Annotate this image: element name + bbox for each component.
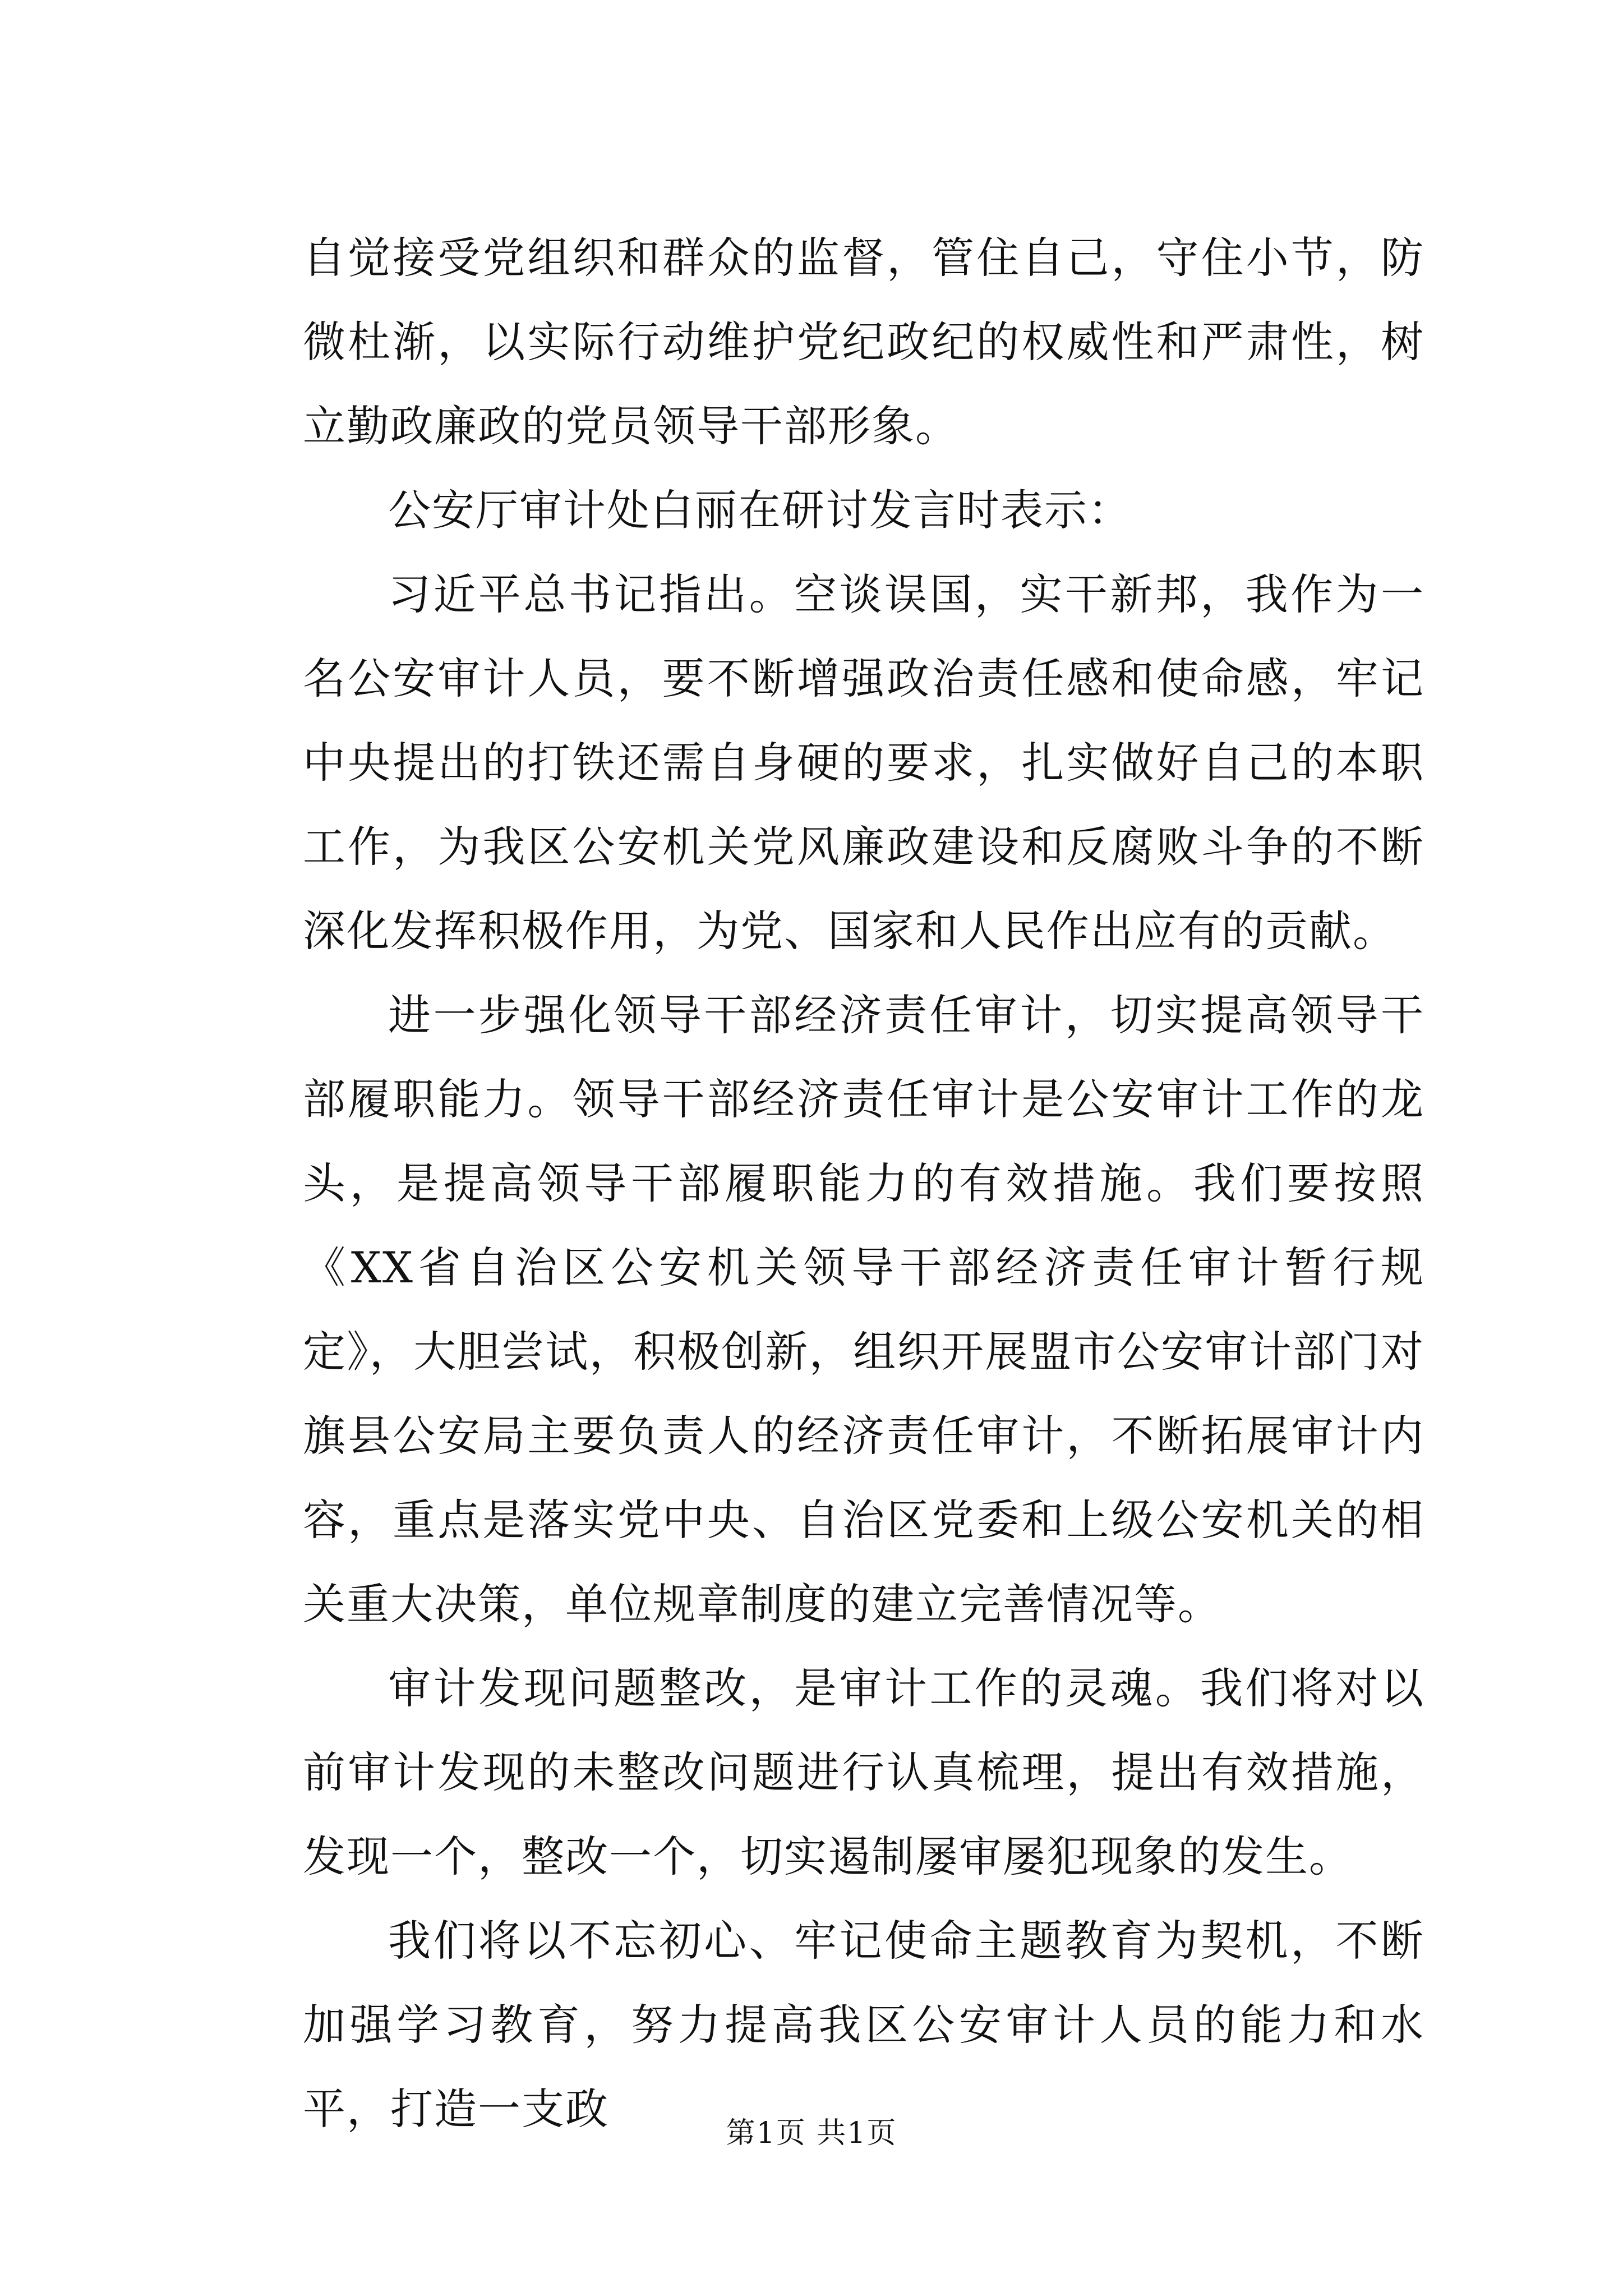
paragraph-3: 习近平总书记指出。空谈误国，实干新邦，我作为一名公安审计人员，要不断增强政治责任感和使命感，牢记中央提出的打铁还需自身硬的要求，扎实做好自己的本职工作，为我区公安机关党风廉政建设和反腐败斗争的不断深化发挥积极作用，为党、国家和人民作出应有的贡献。 — [303, 569, 1424, 956]
paragraph-5: 审计发现问题整改，是审计工作的灵魂。我们将对以前审计发现的未整改问题进行认真梳理，提出有效措施，发现一个，整改一个，切实遏制屡审屡犯现象的发生。 — [303, 1663, 1424, 1881]
paragraph-6: 我们将以不忘初心、牢记使命主题教育为契机，不断加强学习教育，努力提高我区公安审计人员的能力和水平，打造一支政 — [303, 1916, 1424, 2134]
paragraph-1: 自觉接受党组织和群众的监督，管住自己，守住小节，防微杜渐，以实际行动维护党纪政纪的权威性和严肃性，树立勤政廉政的党员领导干部形象。 — [303, 233, 1424, 451]
paragraph-4: 进一步强化领导干部经济责任审计，切实提高领导干部履职能力。领导干部经济责任审计是公安审计工作的龙头，是提高领导干部履职能力的有效措施。我们要按照《XX省自治区公安机关领导干部经济责任审计暂行规定》，大胆尝试，积极创新，组织开展盟市公安审计部门对旗县公安局主要负责人的经济责任审计，不断拓展审计内容，重点是落实党中央、自治区党委和上级公安机关的相关重大决策，单位规章制度的建立完善情况等。 — [303, 990, 1424, 1629]
paragraph-2: 公安厅审计处白丽在研讨发言时表示： — [388, 485, 1132, 535]
page-number-footer: 第1页 共1页 — [726, 2116, 897, 2150]
document-body — [303, 216, 1424, 2151]
